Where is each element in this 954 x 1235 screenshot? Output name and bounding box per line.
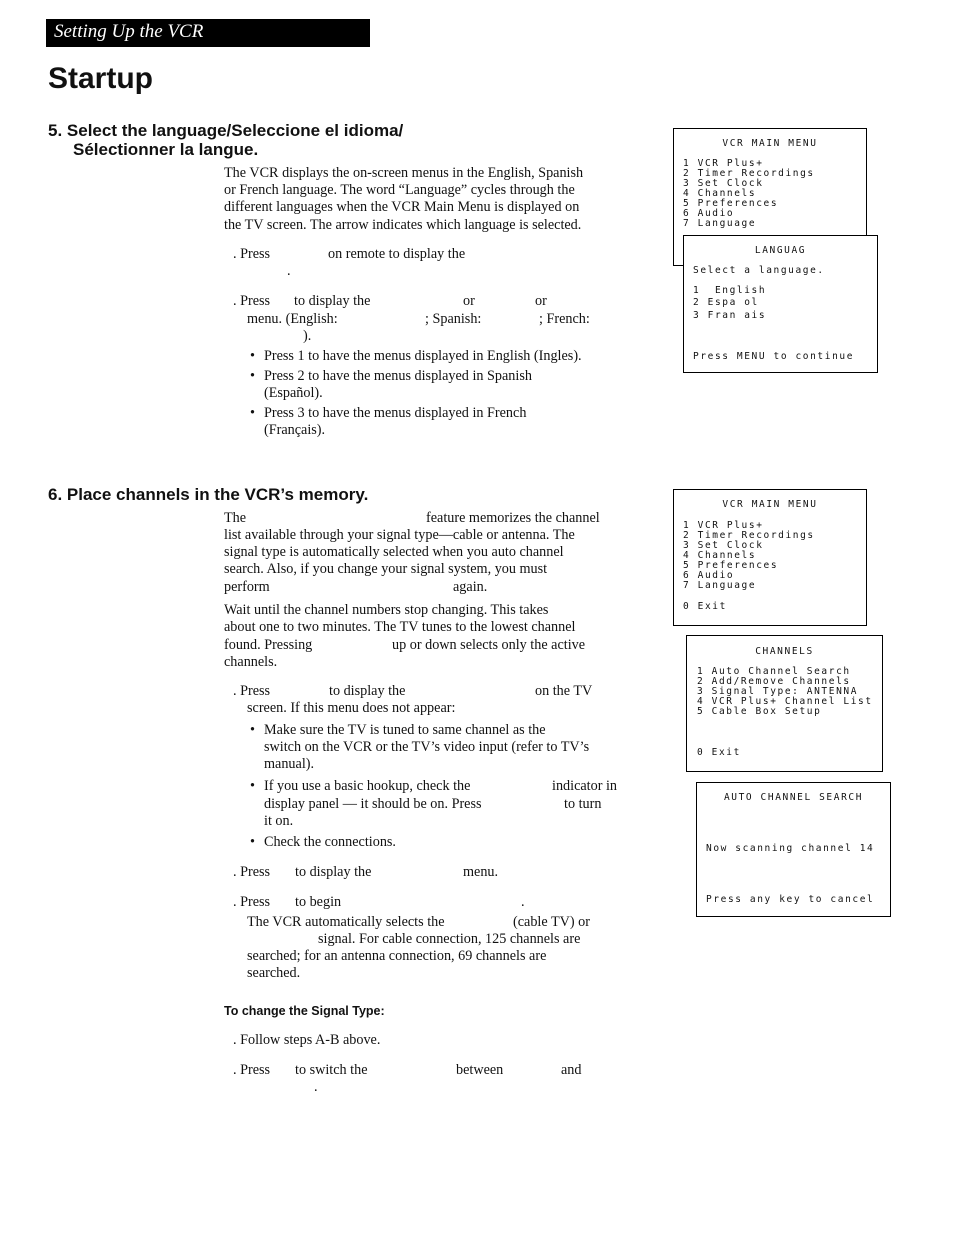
step5-a-text: on remote to display the [328,246,466,262]
menu-item: 7 Language [683,218,757,229]
step5-intro-line: or French language. The word “Language” cycles through the [224,182,575,199]
menu-item: 5 Cable Box Setup [697,706,822,717]
step6-p2-line1: Wait until the channel numbers stop changing. This takes [224,602,549,618]
screen-footer: Press MENU to continue [693,351,855,362]
signal-step-b-and: and [561,1062,582,1078]
bullet-text: Make sure the TV is tuned to same channel as the [264,722,546,738]
menu-item: 4 Channels [683,188,757,199]
step5-b-spanish: ; Spanish: [425,311,482,327]
bullet-icon: • [250,722,255,738]
menu-item: 1 VCR Plus+ [683,158,764,169]
step5-bullet [250,348,582,365]
menu-item: 7 Language [683,580,757,591]
paragraph-line: signal type is automatically selected when you auto channel [224,544,564,561]
step5-b-or2: or [535,293,547,309]
step5-heading-line2: Sélectionner la langue. [73,140,259,159]
step6-a-line2: screen. If this menu does not appear: [247,700,456,716]
menu-item: 4 Channels [683,550,757,561]
bullet-text: indicator in [552,778,618,794]
menu-item: 2 Espa ol [693,297,759,308]
step6-p1-body [224,527,575,579]
step5-b-or1: or [463,293,475,309]
signal-step-b-switch: to switch the [295,1062,368,1078]
signal-step-b-press: . Press [233,1062,271,1078]
step6-c-press: . Press [233,894,271,910]
step5-a-end: . [287,263,291,279]
step6-p2-line2: about one to two minutes. The TV tunes to the lowest channel [224,619,576,635]
bullet-icon: • [250,778,255,794]
menu-item: 3 Signal Type: ANTENNA [697,686,859,697]
step6-c-line5: searched. [247,965,301,981]
signal-type-heading: To change the Signal Type: [224,1004,385,1018]
section-header-text: Setting Up the VCR [54,21,204,42]
bullet-icon: • [250,405,255,421]
page-title: Startup [48,62,153,95]
menu-item: 5 Preferences [683,560,779,571]
section-header-bar [46,19,370,47]
step6-c-line3: signal. For cable connection, 125 channels are [318,931,581,947]
bullet-text: Press 3 to have the menus displayed in French [264,405,527,421]
step6-p1-perform: perform [224,579,270,595]
step5-b-french: ; French: [539,311,590,327]
bullet-text: Press 1 to have the menus displayed in English (Ingles). [264,348,582,364]
menu-item: 1 English [693,285,767,296]
step6-a-display: to display the [329,683,406,699]
step6-bullet [250,722,590,774]
bullet-icon: • [250,834,255,850]
signal-step-a: . Follow steps A-B above. [233,1032,381,1048]
menu-exit: 0 Exit [683,601,727,612]
step6-p1-again: again. [453,579,488,595]
screen-footer: Press any key to cancel [706,894,875,905]
bullet-text: switch on the VCR or the TV’s video input (refer to TV’s [264,739,590,756]
screen-auto-channel-search [696,782,891,917]
bullet-icon: • [250,368,255,384]
signal-step-b-end: . [314,1079,318,1095]
step6-c-line4: searched; for an antenna connection, 69 channels are [247,948,547,964]
menu-item: 1 VCR Plus+ [683,520,764,531]
bullet-text: it on. [264,813,294,829]
step6-a-ontv: on the TV [535,683,593,699]
step6-c-line2b: (cable TV) or [513,914,590,930]
screen-title: VCR MAIN MENU [722,138,818,149]
step5-a-press: . Press [233,246,271,262]
step5-intro [224,165,583,234]
screen-language-menu [683,235,878,373]
bullet-text: manual). [264,756,315,773]
step6-b-press: . Press [233,864,271,880]
screen-channels-menu [686,635,883,772]
screen-status: Now scanning channel 14 [706,843,875,854]
screen-vcr-main-menu-2 [673,489,867,626]
step6-p1-feature: feature memorizes the channel [426,510,600,526]
step5-bullet [250,405,527,439]
step5-heading-line1: 5. Select the language/Seleccione el idioma/ [48,121,404,140]
bullet-text: Check the connections. [264,834,396,850]
step5-intro-line: The VCR displays the on-screen menus in the English, Spanish [224,165,584,181]
menu-item: 1 Auto Channel Search [697,666,851,677]
step6-c-begin: to begin [295,894,342,910]
screen-title: VCR MAIN MENU [722,499,818,510]
step6-p2-line3b: up or down selects only the active [392,637,586,653]
step6-c-line2a: The VCR automatically selects the [247,914,445,930]
bullet-text: If you use a basic hookup, check the [264,778,471,794]
step6-bullet [250,778,624,830]
screen-title: AUTO CHANNEL SEARCH [723,792,864,803]
screen-title: LANGUAG [754,245,807,256]
menu-item: 3 Set Clock [683,540,764,551]
bullet-text: display panel — it should be on. Press [264,796,482,812]
screen-prompt: Select a language. [693,265,825,276]
menu-item: 3 Fran ais [693,310,767,321]
bullet-text: to turn [564,796,602,812]
menu-item: 2 Timer Recordings [683,168,815,179]
menu-item: 4 VCR Plus+ Channel List [697,696,873,707]
step6-b-display: to display the [295,864,372,880]
screen-title: CHANNELS [755,646,814,657]
step5-b-press: . Press [233,293,271,309]
step5-intro-line: different languages when the VCR Main Menu is displayed on [224,199,580,216]
step6-c-period: . [521,894,525,910]
step5-b-text: to display the [294,293,371,309]
step5-bullet [250,368,532,402]
bullet-text: (Français). [264,422,326,439]
paragraph-line: list available through your signal type—cable or antenna. The [224,527,575,543]
menu-exit: 0 Exit [697,747,741,758]
step6-a-press: . Press [233,683,271,699]
menu-item: 6 Audio [683,208,735,219]
menu-item: 6 Audio [683,570,735,581]
step5-b-english: menu. (English: [247,311,338,327]
bullet-text: (Español). [264,385,323,402]
step6-bullet [250,834,396,851]
paragraph-line: search. Also, if you change your signal system, you must [224,561,548,578]
step5-intro-line: the TV screen. The arrow indicates which language is selected. [224,216,582,233]
step6-b-menu: menu. [463,864,499,880]
step6-p2-line3a: found. Pressing [224,637,313,653]
menu-item: 5 Preferences [683,198,779,209]
bullet-text: Press 2 to have the menus displayed in Spanish [264,368,532,384]
step6-p1-the: The [224,510,247,526]
step6-heading: 6. Place channels in the VCR’s memory. [48,485,369,504]
menu-item: 2 Add/Remove Channels [697,676,851,687]
menu-item: 2 Timer Recordings [683,530,815,541]
menu-item: 3 Set Clock [683,178,764,189]
bullet-icon: • [250,348,255,364]
signal-step-b-between: between [456,1062,504,1078]
step6-p2-line4: channels. [224,654,278,670]
step5-b-end: ). [303,328,312,344]
